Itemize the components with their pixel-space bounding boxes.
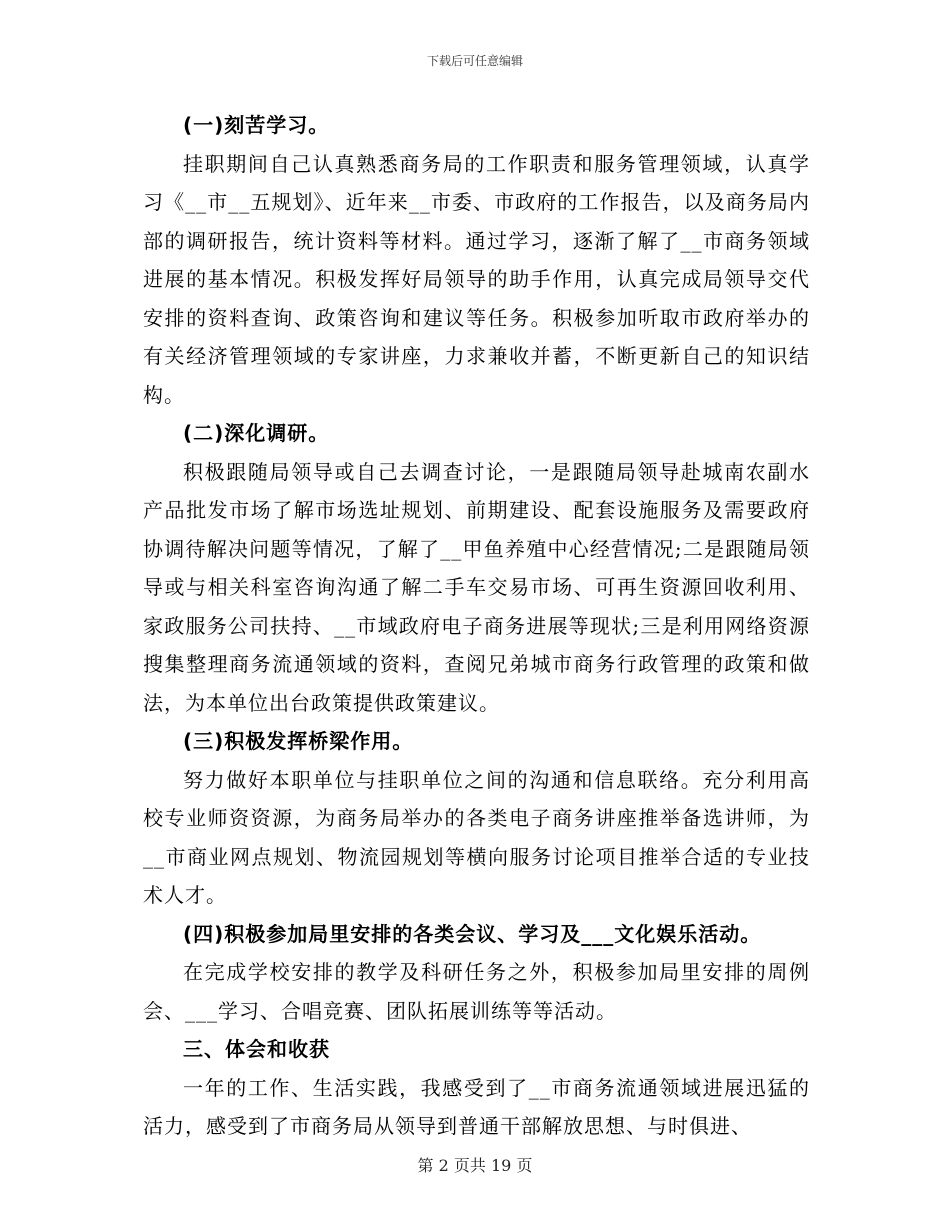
paragraph-2: 积极跟随局领导或自己去调查讨论，一是跟随局领导赴城南农副水产品批发市场了解市场选址规划、前期建设、配套设施服务及需要政府协调待解决问题等情况，了解了__甲鱼养殖中心经营情况;二是跟随局领导或与相关科室咨询沟通了解二手车交易市场、可再生资源回收利用、家政服务公司扶持、__市域政府电子商务进展等现状;三是利用网络资源搜集整理商务流通领域的资料，查阅兄弟城市商务行政管理的政策和做法，为本单位出台政策提供政策建议。	[143, 459, 810, 715]
section-heading-2: (二)深化调研。	[183, 421, 330, 445]
paragraph-1: 挂职期间自己认真熟悉商务局的工作职责和服务管理领域，认真学习《__市__五规划》、近年来__市委、市政府的工作报告，以及商务局内部的调研报告，统计资料等材料。通过学习，逐渐了解了__市商务领域进展的基本情况。积极发挥好局领导的助手作用，认真完成局领导交代安排的资料查询、政策咨询和建议等任务。积极参加听取市政府举办的有关经济管理领域的专家讲座，力求兼收并蓄，不断更新自己的知识结构。	[143, 151, 810, 407]
header-note: 下载后可任意编辑	[426, 54, 523, 68]
page-number: 第 2 页共 19 页	[417, 1156, 533, 1175]
document-body	[143, 106, 810, 1146]
paragraph-5: 一年的工作、生活实践，我感受到了__市商务流通领域进展迅猛的活力，感受到了市商务局从领导到普通干部解放思想、与时俱进、	[143, 1075, 810, 1138]
section-heading-4: (四)积极参加局里安排的各类会议、学习及___文化娱乐活动。	[183, 921, 762, 946]
section-heading-3: (三)积极发挥桥梁作用。	[183, 729, 414, 753]
section-heading-5: 三、体会和收获	[183, 1037, 330, 1061]
paragraph-4: 在完成学校安排的教学及科研任务之外，积极参加局里安排的周例会、___学习、合唱竞赛、团队拓展训练等等活动。	[143, 960, 810, 1023]
section-heading-1: (一)刻苦学习。	[183, 113, 330, 137]
paragraph-3: 努力做好本职单位与挂职单位之间的沟通和信息联络。充分利用高校专业师资资源，为商务局举办的各类电子商务讲座推举备选讲师，为__市商业网点规划、物流园规划等横向服务讨论项目推举合适的专业技术人才。	[143, 767, 810, 907]
